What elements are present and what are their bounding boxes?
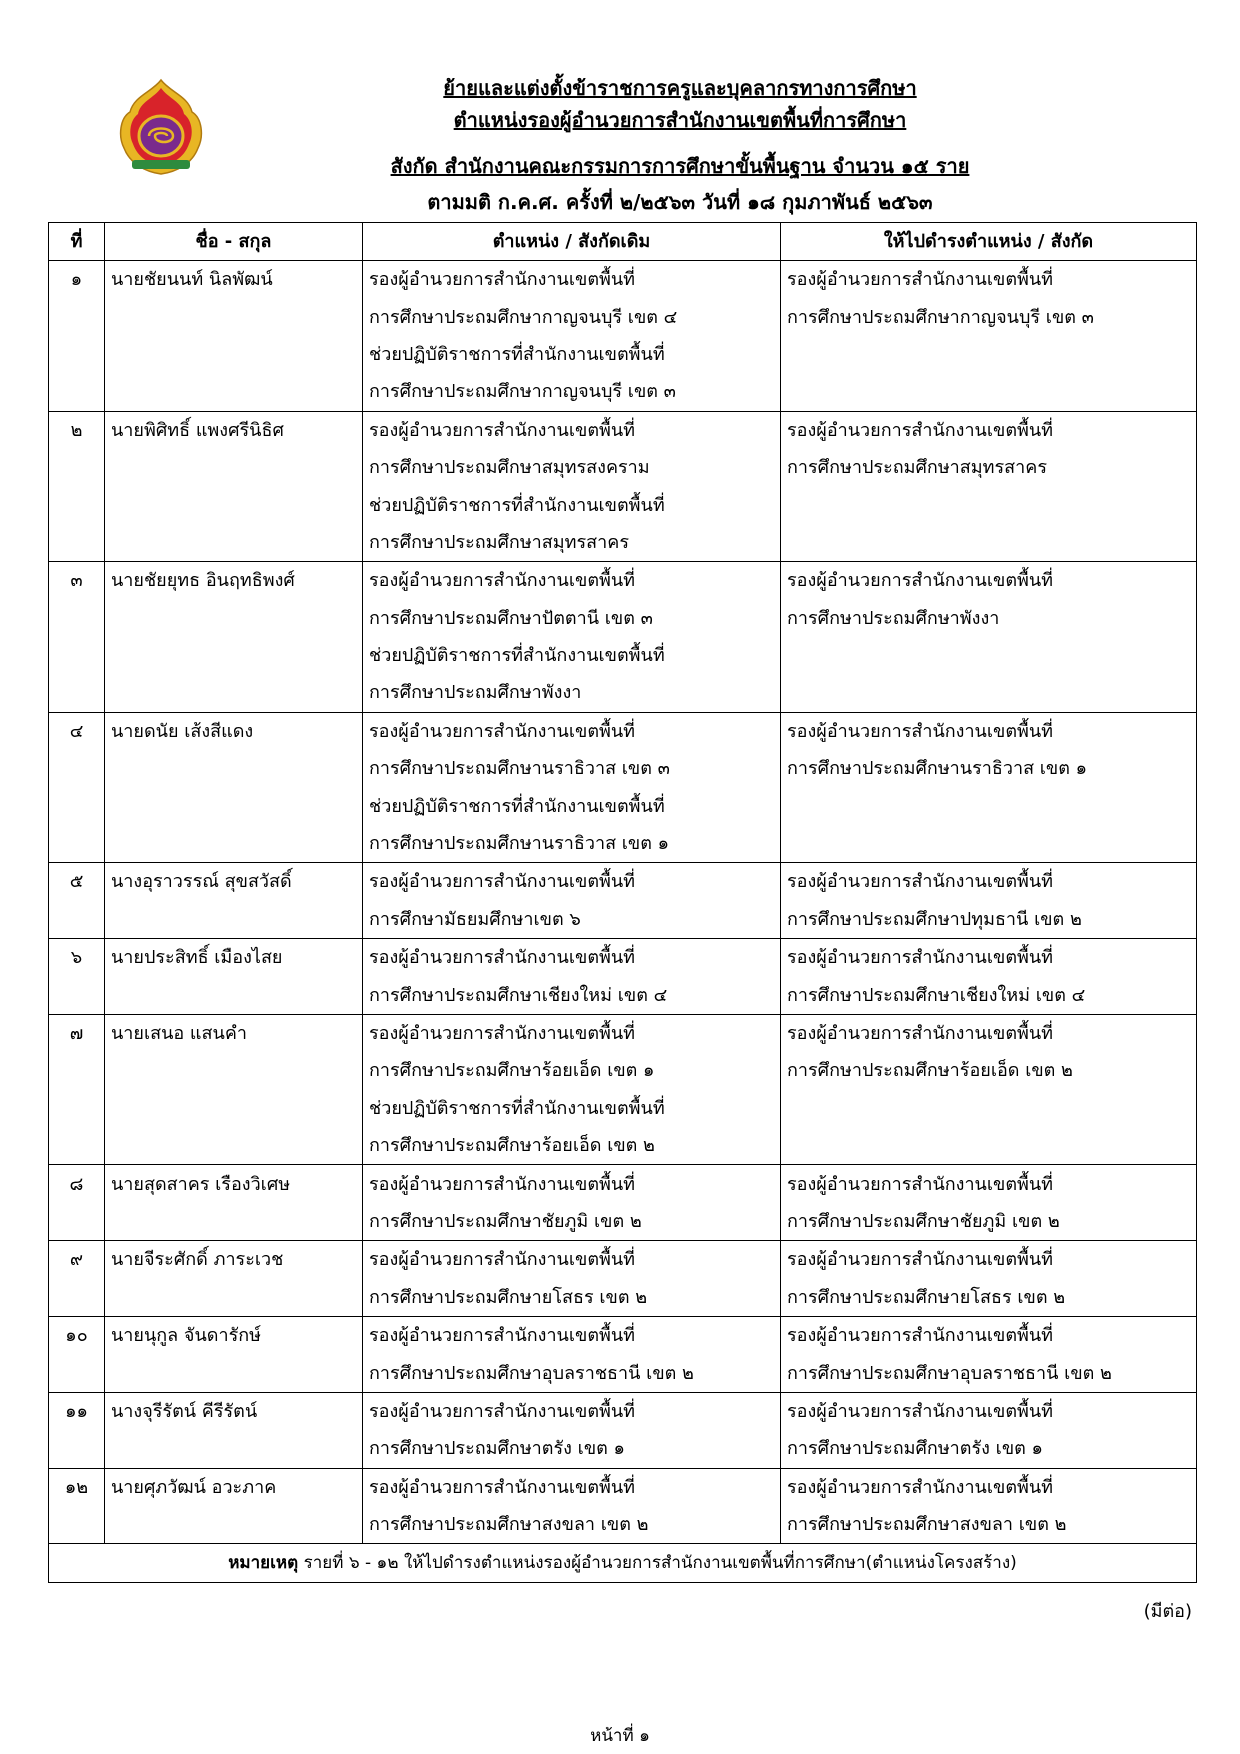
cell-old-position: ช่วยปฏิบัติราชการที่สำนักงานเขตพื้นที่ (363, 486, 781, 523)
cell-no (49, 1430, 105, 1468)
cell-no: ๙ (49, 1241, 105, 1279)
cell-name: นายชัยนนท์ นิลพัฒน์ (105, 261, 363, 299)
table-row (49, 901, 1197, 939)
cell-name (105, 1430, 363, 1468)
logo-base (132, 160, 190, 169)
cell-no (49, 787, 105, 824)
cell-old-position: การศึกษาประถมศึกษากาญจนบุรี เขต ๔ (363, 298, 781, 335)
cell-name (105, 901, 363, 939)
cell-old-position: การศึกษาประถมศึกษาตรัง เขต ๑ (363, 1430, 781, 1468)
table-row (49, 524, 1197, 562)
cell-new-position: รองผู้อำนวยการสำนักงานเขตพื้นที่ (781, 562, 1197, 600)
cell-no (49, 1506, 105, 1544)
cell-old-position: รองผู้อำนวยการสำนักงานเขตพื้นที่ (363, 261, 781, 299)
cell-new-position (781, 373, 1197, 411)
table-row (49, 1127, 1197, 1165)
cell-old-position: รองผู้อำนวยการสำนักงานเขตพื้นที่ (363, 1241, 781, 1279)
table-row (49, 1090, 1197, 1127)
cell-no: ๕ (49, 863, 105, 901)
table-row (49, 1506, 1197, 1544)
cell-name: นางอุราวรรณ์ สุขสวัสดิ์ (105, 863, 363, 901)
cell-no (49, 1354, 105, 1392)
cell-new-position: การศึกษาประถมศึกษากาญจนบุรี เขต ๓ (781, 298, 1197, 335)
cell-no (49, 750, 105, 787)
cell-no: ๑๒ (49, 1468, 105, 1506)
header-no: ที่ (49, 223, 105, 261)
cell-no: ๒ (49, 411, 105, 449)
title-line-1: ย้ายและแต่งตั้งข้าราชการครูและบุคลากรทางการศึกษา (443, 76, 917, 100)
cell-name: นายสุดสาคร เรืองวิเศษ (105, 1165, 363, 1203)
cell-new-position (781, 787, 1197, 824)
cell-old-position: การศึกษาประถมศึกษานราธิวาส เขต ๑ (363, 825, 781, 863)
cell-old-position: รองผู้อำนวยการสำนักงานเขตพื้นที่ (363, 863, 781, 901)
table-row (49, 939, 1197, 977)
cell-old-position: การศึกษาประถมศึกษากาญจนบุรี เขต ๓ (363, 373, 781, 411)
cell-old-position: ช่วยปฏิบัติราชการที่สำนักงานเขตพื้นที่ (363, 637, 781, 674)
cell-name: นายชัยยุทธ อินฤทธิพงศ์ (105, 562, 363, 600)
cell-name: นายพิศิทธิ์ แพงศรีนิธิศ (105, 411, 363, 449)
cell-no (49, 449, 105, 486)
cell-no (49, 901, 105, 939)
title-line-3: สังกัด สำนักงานคณะกรรมการการศึกษาขั้นพื้นฐาน จำนวน ๑๕ ราย (390, 154, 970, 178)
cell-old-position: รองผู้อำนวยการสำนักงานเขตพื้นที่ (363, 1392, 781, 1430)
cell-no (49, 336, 105, 373)
continued-label: (มีต่อ) (1143, 1601, 1192, 1622)
cell-old-position: รองผู้อำนวยการสำนักงานเขตพื้นที่ (363, 562, 781, 600)
header-new-position: ให้ไปดำรงตำแหน่ง / สังกัด (781, 223, 1197, 261)
cell-new-position: รองผู้อำนวยการสำนักงานเขตพื้นที่ (781, 1392, 1197, 1430)
cell-new-position: รองผู้อำนวยการสำนักงานเขตพื้นที่ (781, 1468, 1197, 1506)
cell-no (49, 486, 105, 523)
cell-new-position (781, 674, 1197, 712)
cell-no (49, 1127, 105, 1165)
cell-name (105, 1090, 363, 1127)
table-row (49, 600, 1197, 637)
cell-old-position: การศึกษาประถมศึกษาเชียงใหม่ เขต ๔ (363, 976, 781, 1014)
cell-no: ๑๑ (49, 1392, 105, 1430)
cell-no (49, 1052, 105, 1089)
title-line-2: ตำแหน่งรองผู้อำนวยการสำนักงานเขตพื้นที่การศึกษา (453, 108, 907, 132)
cell-old-position: การศึกษามัธยมศึกษาเขต ๖ (363, 901, 781, 939)
logo-center (139, 116, 183, 156)
appointment-table (48, 222, 1197, 1583)
cell-old-position: รองผู้อำนวยการสำนักงานเขตพื้นที่ (363, 411, 781, 449)
cell-new-position: การศึกษาประถมศึกษาตรัง เขต ๑ (781, 1430, 1197, 1468)
cell-old-position: การศึกษาประถมศึกษาปัตตานี เขต ๓ (363, 600, 781, 637)
cell-old-position: รองผู้อำนวยการสำนักงานเขตพื้นที่ (363, 1468, 781, 1506)
cell-old-position: รองผู้อำนวยการสำนักงานเขตพื้นที่ (363, 939, 781, 977)
table-row (49, 1430, 1197, 1468)
cell-old-position: ช่วยปฏิบัติราชการที่สำนักงานเขตพื้นที่ (363, 336, 781, 373)
cell-old-position: รองผู้อำนวยการสำนักงานเขตพื้นที่ (363, 1316, 781, 1354)
cell-no (49, 674, 105, 712)
cell-old-position: การศึกษาประถมศึกษาสมุทรสงคราม (363, 449, 781, 486)
cell-new-position: การศึกษาประถมศึกษาร้อยเอ็ด เขต ๒ (781, 1052, 1197, 1089)
table-row (49, 336, 1197, 373)
cell-no (49, 637, 105, 674)
table-row (49, 1052, 1197, 1089)
cell-name (105, 1354, 363, 1392)
cell-no (49, 825, 105, 863)
note-cell (49, 1544, 1197, 1583)
header-old-position: ตำแหน่ง / สังกัดเดิม (363, 223, 781, 261)
table-row (49, 750, 1197, 787)
cell-new-position: รองผู้อำนวยการสำนักงานเขตพื้นที่ (781, 1316, 1197, 1354)
note-row (49, 1544, 1197, 1583)
table-row (49, 976, 1197, 1014)
cell-name: นายนุกูล จันดารักษ์ (105, 1316, 363, 1354)
note-label: หมายเหตุ (228, 1552, 299, 1573)
cell-new-position: การศึกษาประถมศึกษาปทุมธานี เขต ๒ (781, 901, 1197, 939)
table-row (49, 863, 1197, 901)
cell-name: นายประสิทธิ์ เมืองไสย (105, 939, 363, 977)
table-row (49, 486, 1197, 523)
cell-name: นางจุรีรัตน์ คีรีรัตน์ (105, 1392, 363, 1430)
cell-new-position: การศึกษาประถมศึกษายโสธร เขต ๒ (781, 1279, 1197, 1317)
cell-new-position: รองผู้อำนวยการสำนักงานเขตพื้นที่ (781, 411, 1197, 449)
table-row (49, 562, 1197, 600)
table-row (49, 787, 1197, 824)
table-row (49, 1279, 1197, 1317)
table-row (49, 674, 1197, 712)
cell-no: ๘ (49, 1165, 105, 1203)
cell-new-position (781, 637, 1197, 674)
cell-name (105, 1506, 363, 1544)
table-header-row (49, 223, 1197, 261)
cell-new-position: รองผู้อำนวยการสำนักงานเขตพื้นที่ (781, 1241, 1197, 1279)
cell-old-position: การศึกษาประถมศึกษาอุบลราชธานี เขต ๒ (363, 1354, 781, 1392)
cell-name (105, 449, 363, 486)
cell-old-position: รองผู้อำนวยการสำนักงานเขตพื้นที่ (363, 1014, 781, 1052)
cell-no: ๓ (49, 562, 105, 600)
cell-no (49, 1090, 105, 1127)
cell-old-position: รองผู้อำนวยการสำนักงานเขตพื้นที่ (363, 712, 781, 750)
cell-name (105, 336, 363, 373)
cell-new-position (781, 825, 1197, 863)
cell-old-position: การศึกษาประถมศึกษานราธิวาส เขต ๓ (363, 750, 781, 787)
cell-new-position: รองผู้อำนวยการสำนักงานเขตพื้นที่ (781, 712, 1197, 750)
table-row (49, 298, 1197, 335)
cell-new-position: รองผู้อำนวยการสำนักงานเขตพื้นที่ (781, 939, 1197, 977)
cell-old-position: ช่วยปฏิบัติราชการที่สำนักงานเขตพื้นที่ (363, 787, 781, 824)
cell-name (105, 1052, 363, 1089)
table-body (49, 261, 1197, 1583)
cell-new-position: การศึกษาประถมศึกษาอุบลราชธานี เขต ๒ (781, 1354, 1197, 1392)
cell-new-position: รองผู้อำนวยการสำนักงานเขตพื้นที่ (781, 863, 1197, 901)
table-row (49, 261, 1197, 299)
cell-new-position: การศึกษาประถมศึกษาชัยภูมิ เขต ๒ (781, 1203, 1197, 1241)
cell-no (49, 1279, 105, 1317)
cell-no: ๗ (49, 1014, 105, 1052)
cell-new-position: การศึกษาประถมศึกษาเชียงใหม่ เขต ๔ (781, 976, 1197, 1014)
cell-new-position (781, 1090, 1197, 1127)
cell-no: ๑ (49, 261, 105, 299)
cell-old-position: การศึกษาประถมศึกษาชัยภูมิ เขต ๒ (363, 1203, 781, 1241)
cell-name (105, 750, 363, 787)
cell-name: นายจีระศักดิ์ ภาระเวช (105, 1241, 363, 1279)
cell-new-position (781, 486, 1197, 523)
cell-new-position: รองผู้อำนวยการสำนักงานเขตพื้นที่ (781, 1014, 1197, 1052)
cell-old-position: การศึกษาประถมศึกษาร้อยเอ็ด เขต ๑ (363, 1052, 781, 1089)
cell-old-position: การศึกษาประถมศึกษายโสธร เขต ๒ (363, 1279, 781, 1317)
cell-name: นายเสนอ แสนคำ (105, 1014, 363, 1052)
title-line-4: ตามมติ ก.ค.ศ. ครั้งที่ ๒/๒๕๖๓ วันที่ ๑๘ กุมภาพันธ์ ๒๕๖๓ (427, 190, 933, 214)
cell-name (105, 637, 363, 674)
cell-name: นายศุภวัฒน์ อวะภาค (105, 1468, 363, 1506)
table-row (49, 1014, 1197, 1052)
cell-name (105, 1203, 363, 1241)
cell-old-position: การศึกษาประถมศึกษาสมุทรสาคร (363, 524, 781, 562)
header-name: ชื่อ - สกุล (105, 223, 363, 261)
cell-name (105, 1127, 363, 1165)
cell-name (105, 1279, 363, 1317)
cell-new-position: การศึกษาประถมศึกษาสงขลา เขต ๒ (781, 1506, 1197, 1544)
cell-new-position: รองผู้อำนวยการสำนักงานเขตพื้นที่ (781, 1165, 1197, 1203)
cell-old-position: รองผู้อำนวยการสำนักงานเขตพื้นที่ (363, 1165, 781, 1203)
table-row (49, 1392, 1197, 1430)
cell-old-position: การศึกษาประถมศึกษาสงขลา เขต ๒ (363, 1506, 781, 1544)
cell-name (105, 524, 363, 562)
cell-new-position: การศึกษาประถมศึกษาสมุทรสาคร (781, 449, 1197, 486)
cell-old-position: การศึกษาประถมศึกษาร้อยเอ็ด เขต ๒ (363, 1127, 781, 1165)
cell-old-position: การศึกษาประถมศึกษาพังงา (363, 674, 781, 712)
cell-no (49, 373, 105, 411)
table-row (49, 637, 1197, 674)
cell-no: ๖ (49, 939, 105, 977)
ministry-emblem-logo (118, 78, 204, 176)
table-row (49, 373, 1197, 411)
cell-no (49, 976, 105, 1014)
note-text: รายที่ ๖ - ๑๒ ให้ไปดำรงตำแหน่งรองผู้อำนวยการสำนักงานเขตพื้นที่การศึกษา(ตำแหน่งโครงสร้าง) (298, 1552, 1017, 1573)
cell-name (105, 976, 363, 1014)
table-row (49, 825, 1197, 863)
cell-name (105, 674, 363, 712)
cell-name (105, 373, 363, 411)
cell-name (105, 600, 363, 637)
cell-name (105, 486, 363, 523)
cell-no (49, 600, 105, 637)
cell-no: ๑๐ (49, 1316, 105, 1354)
cell-new-position: รองผู้อำนวยการสำนักงานเขตพื้นที่ (781, 261, 1197, 299)
cell-no: ๔ (49, 712, 105, 750)
page-number: หน้าที่ ๑ (590, 1726, 650, 1746)
table-row (49, 1165, 1197, 1203)
cell-old-position: ช่วยปฏิบัติราชการที่สำนักงานเขตพื้นที่ (363, 1090, 781, 1127)
table-row (49, 1354, 1197, 1392)
table-row (49, 411, 1197, 449)
cell-new-position: การศึกษาประถมศึกษานราธิวาส เขต ๑ (781, 750, 1197, 787)
cell-new-position (781, 524, 1197, 562)
cell-name: นายดนัย เส้งสีแดง (105, 712, 363, 750)
cell-name (105, 298, 363, 335)
table-row (49, 449, 1197, 486)
table-row (49, 1203, 1197, 1241)
cell-new-position: การศึกษาประถมศึกษาพังงา (781, 600, 1197, 637)
cell-no (49, 1203, 105, 1241)
cell-new-position (781, 1127, 1197, 1165)
table-row (49, 1316, 1197, 1354)
cell-new-position (781, 336, 1197, 373)
cell-no (49, 298, 105, 335)
cell-no (49, 524, 105, 562)
table-row (49, 1241, 1197, 1279)
table-row (49, 1468, 1197, 1506)
cell-name (105, 825, 363, 863)
table-row (49, 712, 1197, 750)
cell-name (105, 787, 363, 824)
